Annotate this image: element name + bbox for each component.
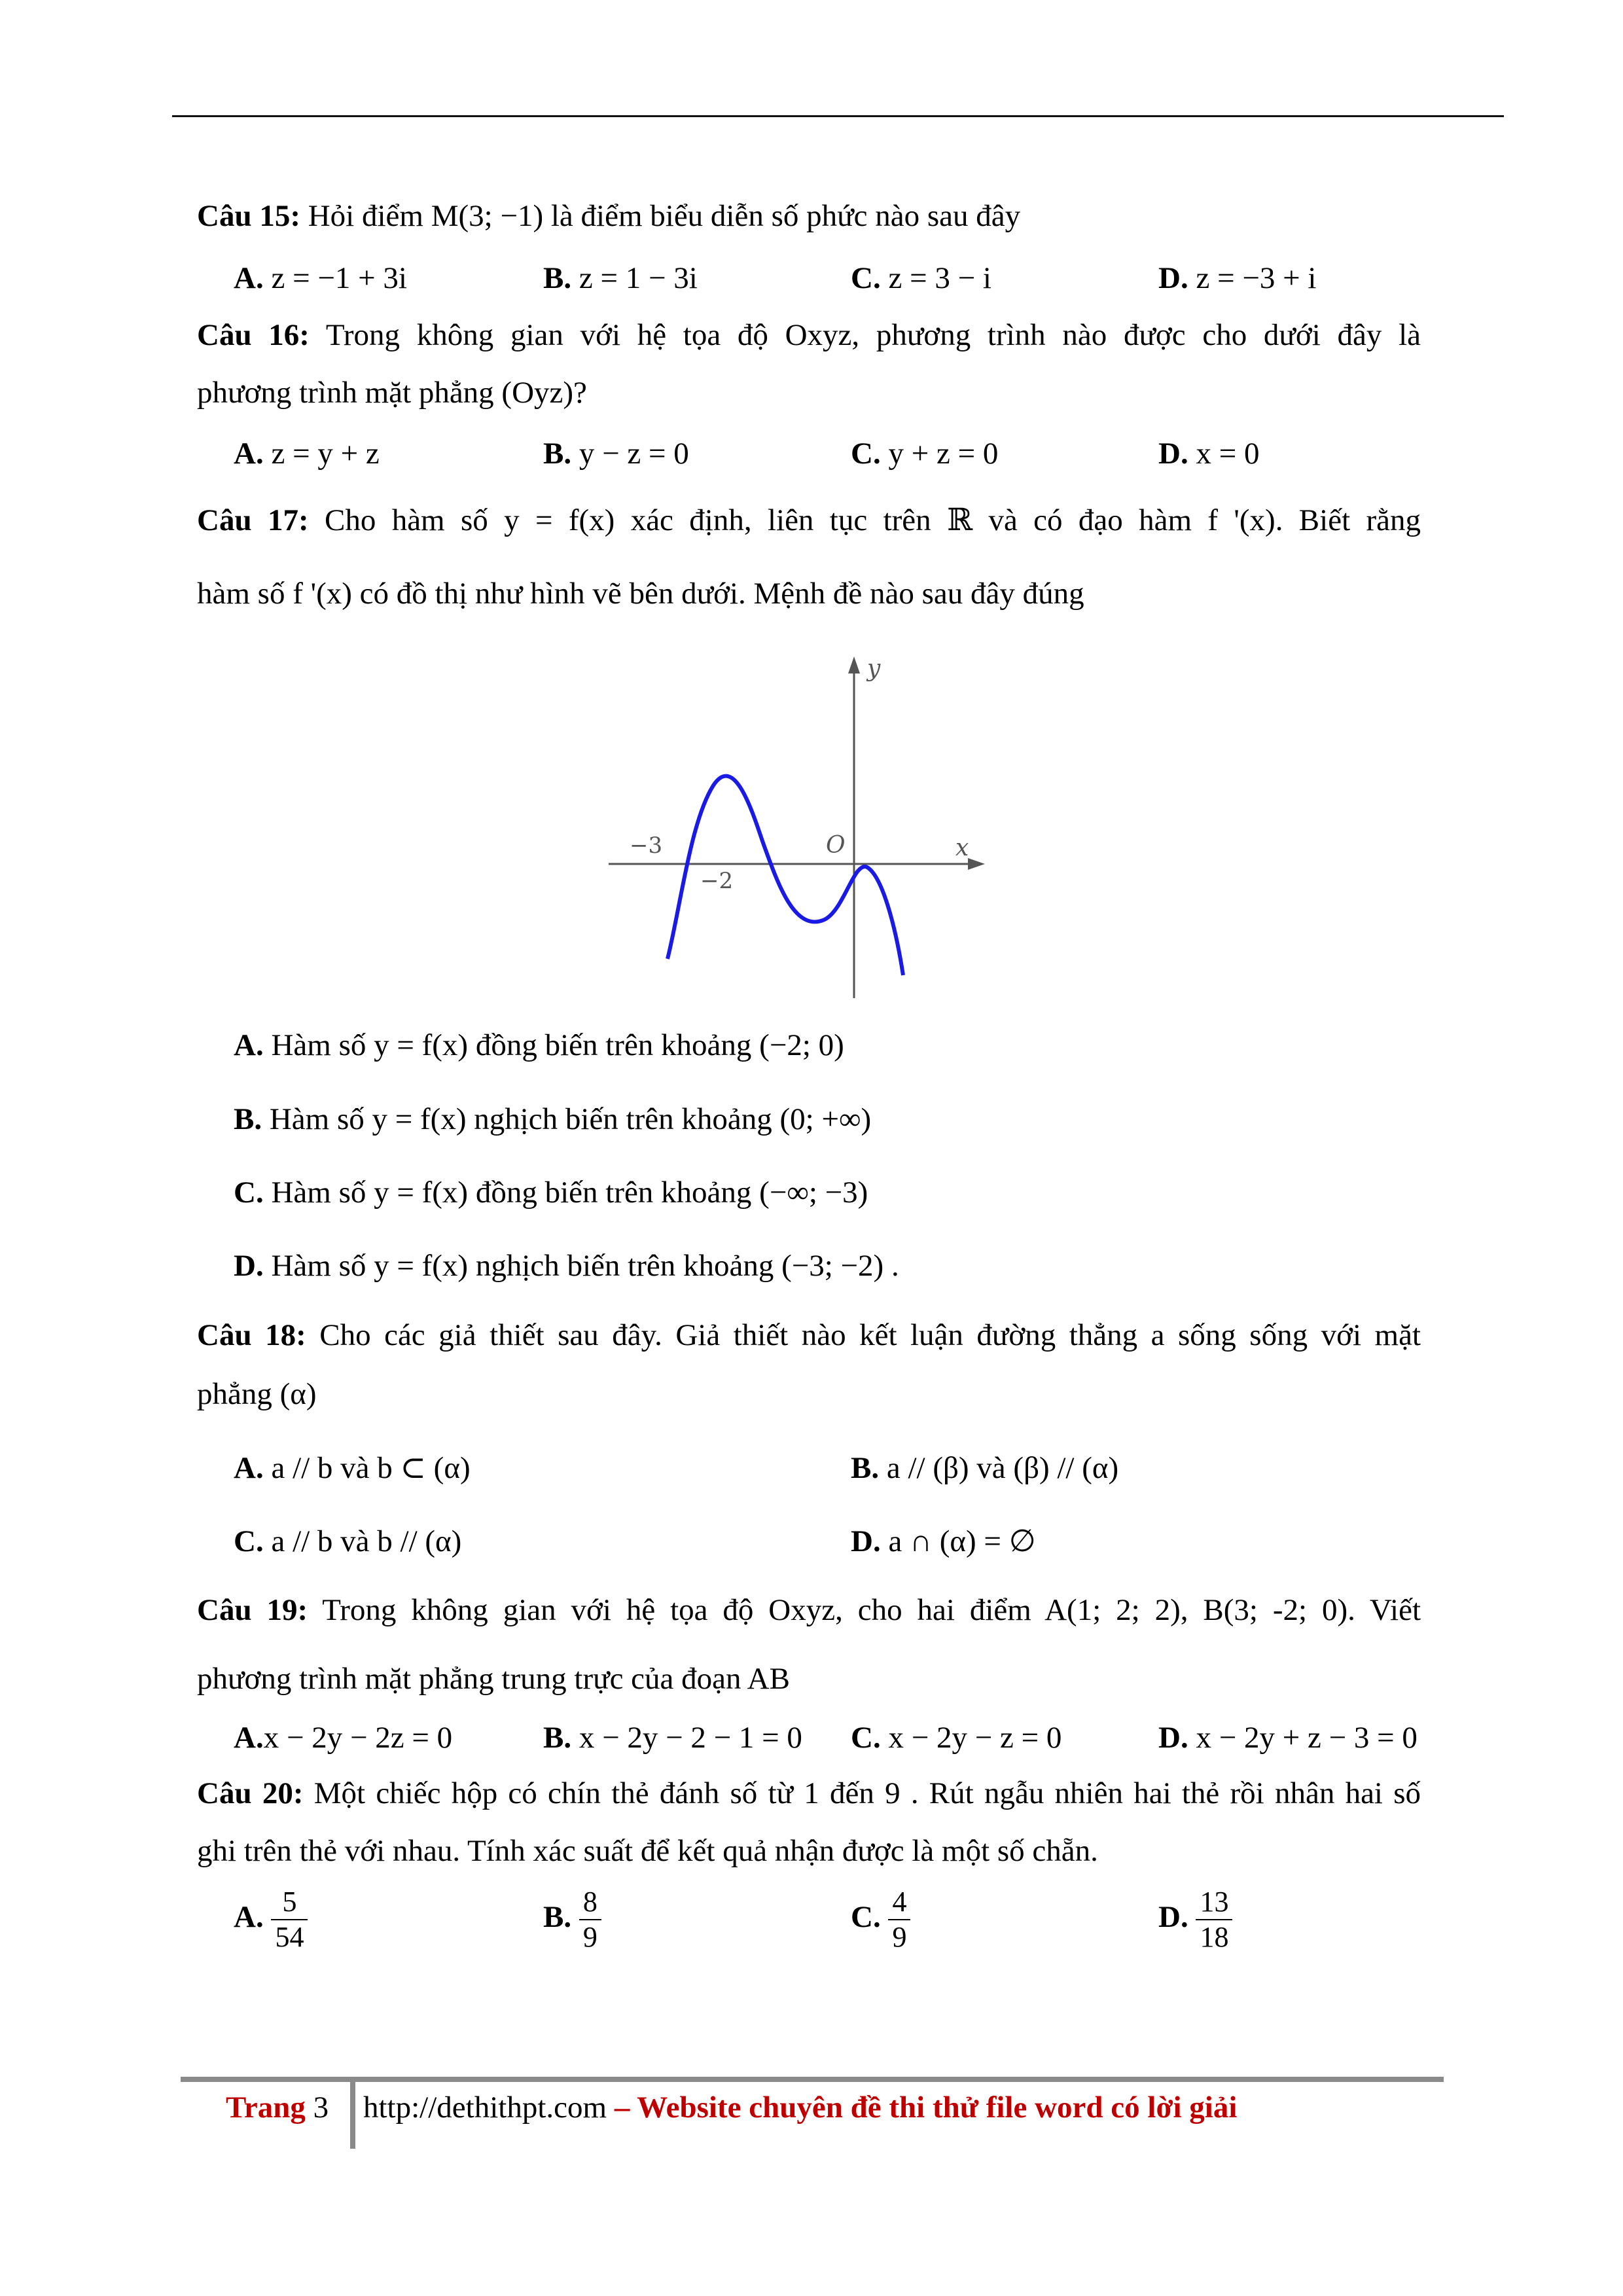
option-b: B. z = 1 − 3i [543,261,698,295]
option-c: C. z = 3 − i [851,261,991,295]
footer-page-label: Trang 3 [226,2090,329,2125]
question-19 [197,1590,1421,1630]
option-a: A. z = −1 + 3i [234,261,407,295]
question-20 [197,1774,1421,1813]
option-b: B. y − z = 0 [543,437,689,471]
option-d: D. a ∩ (α) = ∅ [851,1524,1036,1558]
option-b: B. Hàm số y = f(x) nghịch biến trên khoảng (0; +∞) [234,1102,872,1136]
question-text: Hỏi điểm M(3; −1) là điểm biểu diễn số phức nào sau đây [308,199,1021,233]
question-16 [197,315,1421,355]
footer-site [363,2088,1237,2127]
footer-separator [350,2078,355,2149]
question-text: Trong không gian với hệ tọa độ Oxyz, phương trình nào được cho dưới đây là [325,318,1421,352]
option-b: B. $\frac{8}{9}$ [543,1885,601,1954]
site-slogan: – Website chuyên đề thi thử file word có lời giải [607,2090,1238,2125]
option-b: B. x − 2y − 2 − 1 = 0 [543,1721,802,1755]
question-label: Câu 20: [197,1776,304,1810]
y-axis-label: y [867,655,881,682]
page-number: 3 [313,2090,329,2125]
option-a: A. a // b và b ⊂ (α) [234,1451,471,1485]
fraction: $\frac{4}{9}$ [888,1885,910,1954]
tick-label-neg2: −2 [700,868,734,894]
option-a: A.x − 2y − 2z = 0 [234,1721,453,1755]
question-text: Trong không gian với hệ tọa độ Oxyz, cho hai điểm A(1; 2; 2), B(3; -2; 0). Viết [322,1593,1421,1627]
question-19-line2: phương trình mặt phẳng trung trực của đoạn AB [197,1662,790,1696]
x-axis-arrow-icon [968,858,985,870]
derivative-graph [609,645,1014,1011]
footer-rule [181,2077,1444,2082]
fraction: $\frac{5}{54}$ [271,1885,308,1954]
tick-label-neg3: −3 [630,833,663,859]
option-a: A. Hàm số y = f(x) đồng biến trên khoảng (−2; 0) [234,1028,844,1062]
option-c: C. x − 2y − z = 0 [851,1721,1062,1755]
option-d: D. Hàm số y = f(x) nghịch biến trên khoảng (−3; −2) . [234,1249,899,1283]
option-c: C. y + z = 0 [851,437,999,471]
option-c: C. Hàm số y = f(x) đồng biến trên khoảng (−∞; −3) [234,1175,868,1210]
option-d: D. z = −3 + i [1158,261,1317,295]
question-label: Câu 16: [197,318,310,352]
question-text: Một chiếc hộp có chín thẻ đánh số từ 1 đến 9 . Rút ngẫu nhiên hai thẻ rồi nhân hai số [313,1776,1421,1810]
x-axis-label: x [955,834,969,861]
question-15 [197,196,1421,236]
question-16-line2: phương trình mặt phẳng (Oyz)? [197,376,587,410]
header-rule [172,115,1504,117]
question-18-line2: phẳng (α) [197,1377,317,1411]
fraction: $\frac{8}{9}$ [579,1885,601,1954]
option-d: D. $\frac{13}{18}$ [1158,1885,1232,1954]
option-c: C. $\frac{4}{9}$ [851,1885,910,1954]
option-d: D. x − 2y + z − 3 = 0 [1158,1721,1418,1755]
question-label: Câu 18: [197,1318,306,1352]
option-b: B. a // (β) và (β) // (α) [851,1451,1119,1485]
option-d: D. x = 0 [1158,437,1260,471]
site-link[interactable]: http://dethithpt.com [363,2090,607,2125]
option-a: A. $\frac{5}{54}$ [234,1885,308,1954]
fraction: $\frac{13}{18}$ [1196,1885,1232,1954]
question-17-line2: hàm số f '(x) có đồ thị như hình vẽ bên dưới. Mệnh đề nào sau đây đúng [197,577,1084,611]
question-label: Câu 19: [197,1593,308,1627]
question-label: Câu 15: [197,199,300,233]
question-text: Cho hàm số y = f(x) xác định, liên tục trên ℝ và có đạo hàm f '(x). Biết rằng [324,503,1421,537]
question-18 [197,1316,1421,1355]
question-label: Câu 17: [197,503,309,537]
option-a: A. z = y + z [234,437,380,471]
question-text: Cho các giả thiết sau đây. Giả thiết nào kết luận đường thẳng a sống sống với mặt [319,1318,1421,1352]
y-axis-arrow-icon [848,656,860,673]
origin-label: O [826,832,846,859]
question-17 [197,501,1421,540]
option-c: C. a // b và b // (α) [234,1524,462,1558]
question-20-line2: ghi trên thẻ với nhau. Tính xác suất để kết quả nhận được là một số chẵn. [197,1834,1098,1868]
